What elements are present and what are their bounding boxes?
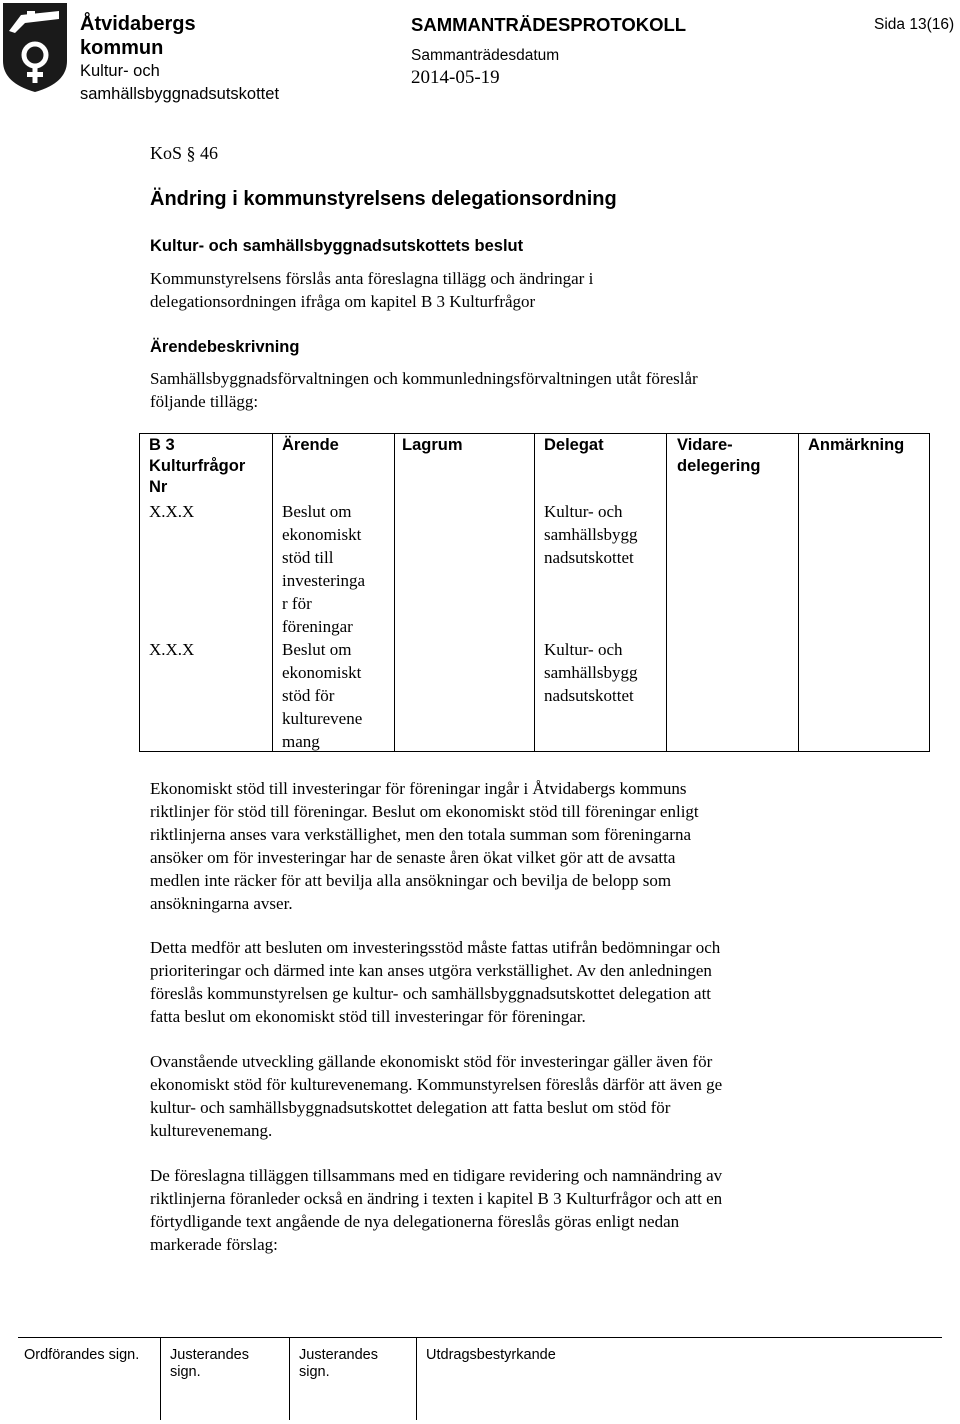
footer-cell-divider [160,1338,161,1420]
header-nr: B 3 Kulturfrågor Nr [149,436,246,496]
header-lagrum: Lagrum [402,436,463,454]
description-line: följande tillägg: [150,392,259,411]
org-line-2: kommun [80,37,164,59]
table-col-divider [394,433,395,752]
paragraph-4: De föreslagna tilläggen tillsammans med en tidigare revidering och namnändring av riktlinjerna föranleder också en ändring i texten i kapitel B 3 Kulturfrågor och att en förtydligande text angående de nya delegationerna föreslås göras enligt nedan markerade förslag: [150,1166,723,1254]
table-border-left [139,433,140,752]
row1-nr: X.X.X [149,502,195,521]
header-vidaredelegering: Vidare- delegering [677,436,761,475]
table-col-divider [272,433,273,752]
decision-line: delegationsordningen ifråga om kapitel B 3 Kulturfrågor [150,292,536,311]
paragraph-1: Ekonomiskt stöd till investeringar för föreningar ingår i Åtvidabergs kommuns riktlinjer för stöd till föreningar. Beslut om ekonomiskt stöd till föreningar enligt riktlinjerna anses vara verkställighet, men den totala summan som föreningarna ansöker om för investeringar har de senaste åren ökat vilket gör att de avsatta medlen inte räcker för att bevilja alla ansökningar och bevilja de belopp som ansökningarna avser. [150,779,699,913]
paragraph-2: Detta medför att besluten om investeringsstöd måste fattas utifrån bedömningar och prioriteringar och därmed inte kan anses utgöra verkställighet. Av den anledningen föreslås kommunstyrelsen ge kultur- och samhällsbyggnadsutskottet delegation att fatta beslut om ekonomiskt stöd till investeringar för föreningar. [150,938,721,1026]
description-text [150,367,840,413]
header-delegat: Delegat [544,436,604,454]
row1-delegat: Kultur- och samhällsbygg nadsutskottet [544,502,638,567]
row2-arende: Beslut om ekonomiskt stöd för kulturevene mang [282,640,363,751]
page-title: Ändring i kommunstyrelsens delegationsordning [150,188,617,210]
organization-name [80,12,279,106]
adjuster2-signature-label: Justerandes sign. [299,1347,378,1380]
org-line-4: samhällsbyggnadsutskottet [80,85,280,103]
header-arende: Ärende [282,436,339,454]
paragraph-3: Ovanstående utveckling gällande ekonomiskt stöd för investeringar gäller även för ekonomiskt stöd för kulturevenemang. Kommunstyrelsen föreslås därför att även ge kultur- och samhällsbyggnadsutskottet delegation att fatta beslut om stöd för kulturevenemang. [150,1052,723,1140]
description-heading: Ärendebeskrivning [150,338,300,356]
decision-line: Kommunstyrelsens förslås anta föreslagna tillägg och ändringar i [150,269,594,288]
org-line-3: Kultur- och [80,62,160,80]
footer-divider [18,1337,942,1338]
table-col-divider [534,433,535,752]
paragraph-id: KoS § 46 [150,143,219,163]
row2-nr: X.X.X [149,640,195,659]
delegation-table [139,433,930,752]
document-type: SAMMANTRÄDESPROTOKOLL [411,14,687,35]
decision-heading: Kultur- och samhällsbyggnadsutskottets beslut [150,237,524,255]
footer-cell-divider [289,1338,290,1420]
org-line-1: Åtvidabergs [80,13,196,35]
adjuster1-signature-label: Justerandes sign. [170,1347,249,1380]
row2-delegat: Kultur- och samhällsbygg nadsutskottet [544,640,638,705]
page-number: Sida 13(16) [874,16,955,33]
table-col-divider [798,433,799,752]
table-border-right [929,433,930,752]
chair-signature-label: Ordförandes sign. [24,1347,140,1363]
excerpt-certification-label: Utdragsbestyrkande [426,1347,556,1363]
decision-text [150,267,840,313]
municipality-logo-icon [1,1,69,94]
footer-cell-divider [416,1338,417,1420]
meeting-date-label: Sammanträdesdatum [411,47,560,64]
header-anmarkning: Anmärkning [808,436,905,454]
table-col-divider [666,433,667,752]
meeting-date: 2014-05-19 [411,67,500,88]
row1-arende: Beslut om ekonomiskt stöd till investeringa r för föreningar [282,502,366,636]
description-line: Samhällsbyggnadsförvaltningen och kommunledningsförvaltningen utåt föreslår [150,369,698,388]
